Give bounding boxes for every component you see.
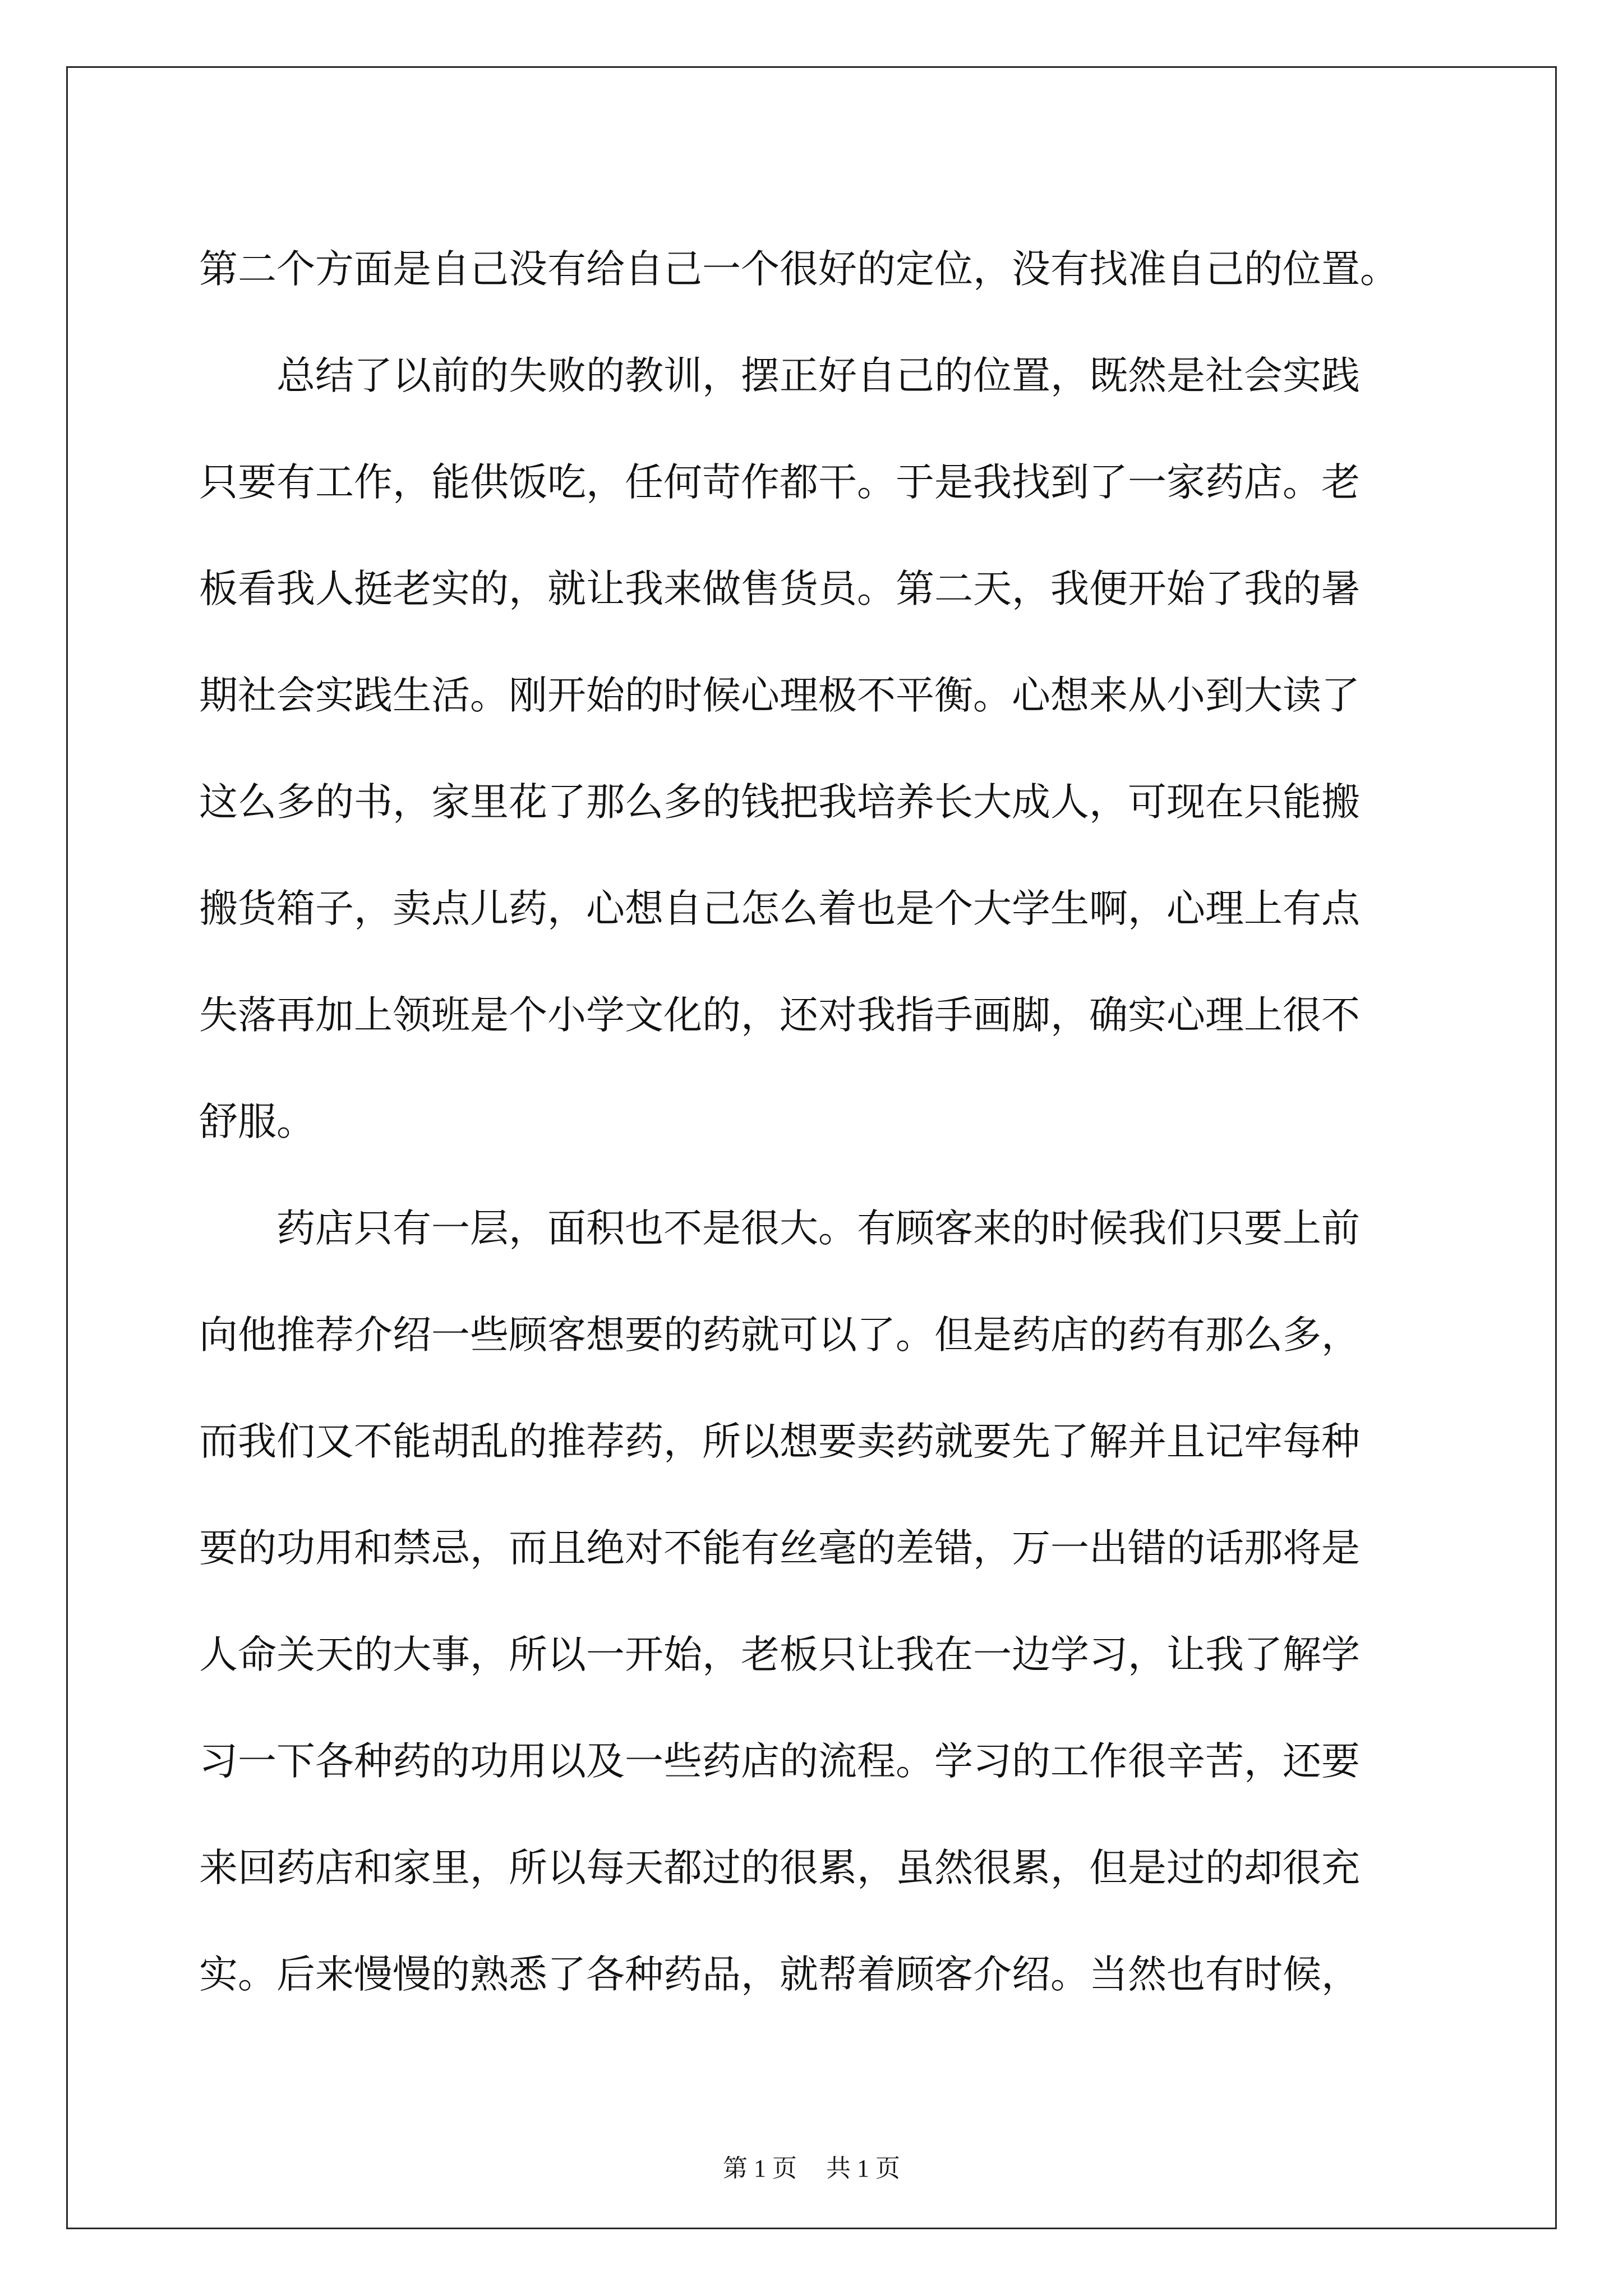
text-line: 要的功用和禁忌，而且绝对不能有丝毫的差错，万一出错的话那将是 [199, 1526, 1360, 1571]
page-number: 第 1 页 [723, 2155, 797, 2182]
text-line: 而我们又不能胡乱的推荐药，所以想要卖药就要先了解并且记牢每种 [199, 1419, 1360, 1464]
page-total: 共 1 页 [826, 2155, 900, 2182]
document-body [199, 216, 1422, 2028]
text-line: 来回药店和家里，所以每天都过的很累，虽然很累，但是过的却很充 [199, 1846, 1360, 1890]
text-line: 药店只有一层，面积也不是很大。有顾客来的时候我们只要上前 [199, 1206, 1360, 1251]
text-line: 期社会实践生活。刚开始的时候心理极不平衡。心想来从小到大读了 [199, 673, 1360, 718]
text-line: 向他推荐介绍一些顾客想要的药就可以了。但是药店的药有那么多， [199, 1313, 1360, 1358]
page-footer [0, 2153, 1623, 2184]
text-line: 习一下各种药的功用以及一些药店的流程。学习的工作很辛苦，还要 [199, 1739, 1360, 1784]
text-line: 搬货箱子，卖点儿药，心想自己怎么着也是个大学生啊，心理上有点 [199, 886, 1360, 931]
text-line: 总结了以前的失败的教训，摆正好自己的位置，既然是社会实践 [199, 353, 1360, 398]
text-line: 这么多的书，家里花了那么多的钱把我培养长大成人，可现在只能搬 [199, 780, 1360, 825]
text-line: 板看我人挺老实的，就让我来做售货员。第二天，我便开始了我的暑 [199, 567, 1360, 611]
text-line: 第二个方面是自己没有给自己一个很好的定位，没有找准自己的位置。 [199, 247, 1399, 292]
text-line: 失落再加上领班是个小学文化的，还对我指手画脚，确实心理上很不 [199, 993, 1360, 1038]
text-line: 人命关天的大事，所以一开始，老板只让我在一边学习，让我了解学 [199, 1632, 1360, 1677]
text-line: 只要有工作，能供饭吃，任何苛作都干。于是我找到了一家药店。老 [199, 460, 1360, 505]
text-line: 实。后来慢慢的熟悉了各种药品，就帮着顾客介绍。当然也有时候， [199, 1952, 1360, 1997]
text-line: 舒服。 [199, 1099, 315, 1144]
